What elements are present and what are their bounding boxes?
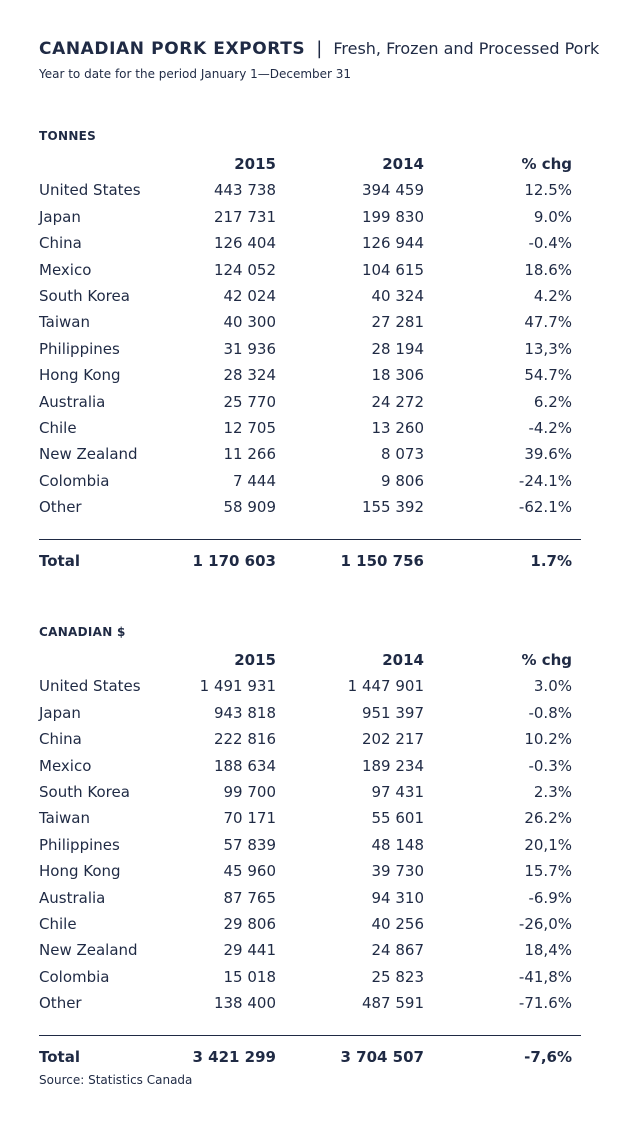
table-row bbox=[39, 911, 581, 937]
pct-chg-cell: 39.6% bbox=[524, 445, 572, 464]
value-2014-cell: 9 806 bbox=[381, 471, 424, 490]
column-header-2015: 2015 bbox=[234, 651, 276, 669]
period-note: Year to date for the period January 1—December 31 bbox=[39, 67, 352, 81]
total-row bbox=[39, 1044, 581, 1070]
section-label: CANADIAN $ bbox=[39, 625, 126, 639]
total-2014: 1 150 756 bbox=[340, 552, 424, 571]
country-cell: Colombia bbox=[39, 967, 110, 986]
value-2015-cell: 443 738 bbox=[213, 181, 276, 200]
pct-chg-cell: -26,0% bbox=[518, 914, 572, 933]
country-cell: Other bbox=[39, 994, 82, 1013]
value-2015-cell: 126 404 bbox=[213, 234, 276, 253]
table-row bbox=[39, 309, 581, 335]
value-2014-cell: 27 281 bbox=[371, 313, 424, 332]
table-row bbox=[39, 257, 581, 283]
value-2015-cell: 15 018 bbox=[223, 967, 276, 986]
value-2015-cell: 28 324 bbox=[223, 366, 276, 385]
column-header-row bbox=[39, 647, 581, 673]
table-body bbox=[39, 673, 581, 1016]
value-2015-cell: 99 700 bbox=[223, 782, 276, 801]
value-2015-cell: 222 816 bbox=[213, 730, 276, 749]
country-cell: Mexico bbox=[39, 260, 92, 279]
table-row bbox=[39, 673, 581, 699]
pct-chg-cell: -0.8% bbox=[528, 703, 572, 722]
total-label: Total bbox=[39, 552, 80, 571]
table-row bbox=[39, 779, 581, 805]
column-header-row bbox=[39, 151, 581, 177]
country-cell: United States bbox=[39, 181, 141, 200]
country-cell: Taiwan bbox=[39, 313, 91, 332]
table-row bbox=[39, 230, 581, 256]
value-2014-cell: 394 459 bbox=[361, 181, 424, 200]
total-2015: 3 421 299 bbox=[192, 1048, 276, 1067]
pct-chg-cell: 13,3% bbox=[524, 339, 572, 358]
value-2014-cell: 25 823 bbox=[371, 967, 424, 986]
table-row bbox=[39, 990, 581, 1016]
pct-chg-cell: 20,1% bbox=[524, 835, 572, 854]
country-cell: Other bbox=[39, 498, 82, 517]
table-body bbox=[39, 177, 581, 520]
value-2014-cell: 199 830 bbox=[361, 207, 424, 226]
value-2014-cell: 40 256 bbox=[371, 914, 424, 933]
country-cell: China bbox=[39, 234, 82, 253]
table-row bbox=[39, 832, 581, 858]
pct-chg-cell: 2.3% bbox=[533, 782, 572, 801]
country-cell: Chile bbox=[39, 914, 77, 933]
value-2014-cell: 97 431 bbox=[371, 782, 424, 801]
pct-chg-cell: -24.1% bbox=[518, 471, 572, 490]
pct-chg-cell: -62.1% bbox=[518, 498, 572, 517]
table-row bbox=[39, 805, 581, 831]
value-2015-cell: 943 818 bbox=[213, 703, 276, 722]
value-2015-cell: 25 770 bbox=[223, 392, 276, 411]
value-2015-cell: 29 441 bbox=[223, 941, 276, 960]
country-cell: New Zealand bbox=[39, 941, 138, 960]
column-header-2015: 2015 bbox=[234, 155, 276, 173]
table-row bbox=[39, 283, 581, 309]
value-2014-cell: 55 601 bbox=[371, 809, 424, 828]
canadian-dollars-table bbox=[39, 625, 581, 1071]
value-2015-cell: 87 765 bbox=[223, 888, 276, 907]
pct-chg-cell: 15.7% bbox=[524, 862, 572, 881]
country-cell: Australia bbox=[39, 392, 106, 411]
total-divider bbox=[39, 1035, 581, 1036]
table-row bbox=[39, 858, 581, 884]
pct-chg-cell: 10.2% bbox=[524, 730, 572, 749]
value-2015-cell: 124 052 bbox=[213, 260, 276, 279]
value-2015-cell: 57 839 bbox=[223, 835, 276, 854]
table-row bbox=[39, 964, 581, 990]
value-2015-cell: 40 300 bbox=[223, 313, 276, 332]
total-pct-chg: -7,6% bbox=[524, 1048, 572, 1067]
value-2015-cell: 45 960 bbox=[223, 862, 276, 881]
value-2014-cell: 155 392 bbox=[361, 498, 424, 517]
pct-chg-cell: -0.4% bbox=[528, 234, 572, 253]
table-row bbox=[39, 415, 581, 441]
value-2014-cell: 28 194 bbox=[371, 339, 424, 358]
pct-chg-cell: -71.6% bbox=[518, 994, 572, 1013]
page-subtitle: Fresh, Frozen and Processed Pork bbox=[333, 39, 600, 58]
pct-chg-cell: 18.6% bbox=[524, 260, 572, 279]
country-cell: South Korea bbox=[39, 782, 130, 801]
country-cell: Australia bbox=[39, 888, 106, 907]
table-row bbox=[39, 204, 581, 230]
section-label: TONNES bbox=[39, 129, 97, 143]
country-cell: Chile bbox=[39, 418, 77, 437]
pct-chg-cell: 4.2% bbox=[533, 286, 572, 305]
pct-chg-cell: 3.0% bbox=[533, 677, 572, 696]
value-2014-cell: 94 310 bbox=[371, 888, 424, 907]
value-2015-cell: 31 936 bbox=[223, 339, 276, 358]
total-divider bbox=[39, 539, 581, 540]
page-title: CANADIAN PORK EXPORTS bbox=[39, 39, 306, 59]
value-2014-cell: 39 730 bbox=[371, 862, 424, 881]
value-2014-cell: 40 324 bbox=[371, 286, 424, 305]
value-2014-cell: 1 447 901 bbox=[347, 677, 424, 696]
column-header-pct-chg: % chg bbox=[521, 651, 572, 669]
total-row bbox=[39, 548, 581, 574]
value-2015-cell: 58 909 bbox=[223, 498, 276, 517]
total-2015: 1 170 603 bbox=[192, 552, 276, 571]
pct-chg-cell: 47.7% bbox=[524, 313, 572, 332]
pct-chg-cell: -41,8% bbox=[518, 967, 572, 986]
table-row bbox=[39, 700, 581, 726]
table-row bbox=[39, 753, 581, 779]
table-row bbox=[39, 336, 581, 362]
country-cell: China bbox=[39, 730, 82, 749]
value-2014-cell: 8 073 bbox=[381, 445, 424, 464]
page-header bbox=[39, 38, 600, 81]
value-2014-cell: 189 234 bbox=[361, 756, 424, 775]
country-cell: Philippines bbox=[39, 339, 120, 358]
value-2014-cell: 104 615 bbox=[361, 260, 424, 279]
value-2014-cell: 126 944 bbox=[361, 234, 424, 253]
table-row bbox=[39, 441, 581, 467]
pct-chg-cell: 26.2% bbox=[524, 809, 572, 828]
total-pct-chg: 1.7% bbox=[530, 552, 572, 571]
table-row bbox=[39, 362, 581, 388]
column-header-2014: 2014 bbox=[382, 651, 424, 669]
pct-chg-cell: 6.2% bbox=[533, 392, 572, 411]
pct-chg-cell: -4.2% bbox=[528, 418, 572, 437]
value-2015-cell: 1 491 931 bbox=[199, 677, 276, 696]
value-2015-cell: 188 634 bbox=[213, 756, 276, 775]
value-2015-cell: 11 266 bbox=[223, 445, 276, 464]
value-2014-cell: 24 272 bbox=[371, 392, 424, 411]
column-header-pct-chg: % chg bbox=[521, 155, 572, 173]
value-2014-cell: 13 260 bbox=[371, 418, 424, 437]
country-cell: Philippines bbox=[39, 835, 120, 854]
table-row bbox=[39, 494, 581, 520]
country-cell: Hong Kong bbox=[39, 366, 121, 385]
country-cell: Mexico bbox=[39, 756, 92, 775]
source-note: Source: Statistics Canada bbox=[39, 1073, 193, 1087]
country-cell: Japan bbox=[39, 703, 81, 722]
country-cell: New Zealand bbox=[39, 445, 138, 464]
country-cell: Taiwan bbox=[39, 809, 91, 828]
country-cell: Colombia bbox=[39, 471, 110, 490]
table-row bbox=[39, 389, 581, 415]
value-2014-cell: 24 867 bbox=[371, 941, 424, 960]
table-row bbox=[39, 468, 581, 494]
value-2014-cell: 487 591 bbox=[361, 994, 424, 1013]
country-cell: Japan bbox=[39, 207, 81, 226]
table-row bbox=[39, 177, 581, 203]
value-2014-cell: 18 306 bbox=[371, 366, 424, 385]
value-2015-cell: 7 444 bbox=[233, 471, 276, 490]
pct-chg-cell: 54.7% bbox=[524, 366, 572, 385]
value-2015-cell: 12 705 bbox=[223, 418, 276, 437]
pct-chg-cell: -0.3% bbox=[528, 756, 572, 775]
value-2014-cell: 951 397 bbox=[361, 703, 424, 722]
column-header-2014: 2014 bbox=[382, 155, 424, 173]
pct-chg-cell: -6.9% bbox=[528, 888, 572, 907]
value-2015-cell: 42 024 bbox=[223, 286, 276, 305]
title-separator: | bbox=[316, 38, 323, 59]
pct-chg-cell: 9.0% bbox=[533, 207, 572, 226]
table-row bbox=[39, 885, 581, 911]
total-label: Total bbox=[39, 1048, 80, 1067]
title-line bbox=[39, 38, 600, 59]
table-row bbox=[39, 726, 581, 752]
total-2014: 3 704 507 bbox=[340, 1048, 424, 1067]
value-2015-cell: 217 731 bbox=[213, 207, 276, 226]
country-cell: Hong Kong bbox=[39, 862, 121, 881]
tonnes-table bbox=[39, 129, 581, 575]
country-cell: United States bbox=[39, 677, 141, 696]
country-cell: South Korea bbox=[39, 286, 130, 305]
value-2015-cell: 70 171 bbox=[223, 809, 276, 828]
table-row bbox=[39, 937, 581, 963]
pct-chg-cell: 12.5% bbox=[524, 181, 572, 200]
value-2015-cell: 138 400 bbox=[213, 994, 276, 1013]
value-2014-cell: 202 217 bbox=[361, 730, 424, 749]
value-2015-cell: 29 806 bbox=[223, 914, 276, 933]
pct-chg-cell: 18,4% bbox=[524, 941, 572, 960]
value-2014-cell: 48 148 bbox=[371, 835, 424, 854]
